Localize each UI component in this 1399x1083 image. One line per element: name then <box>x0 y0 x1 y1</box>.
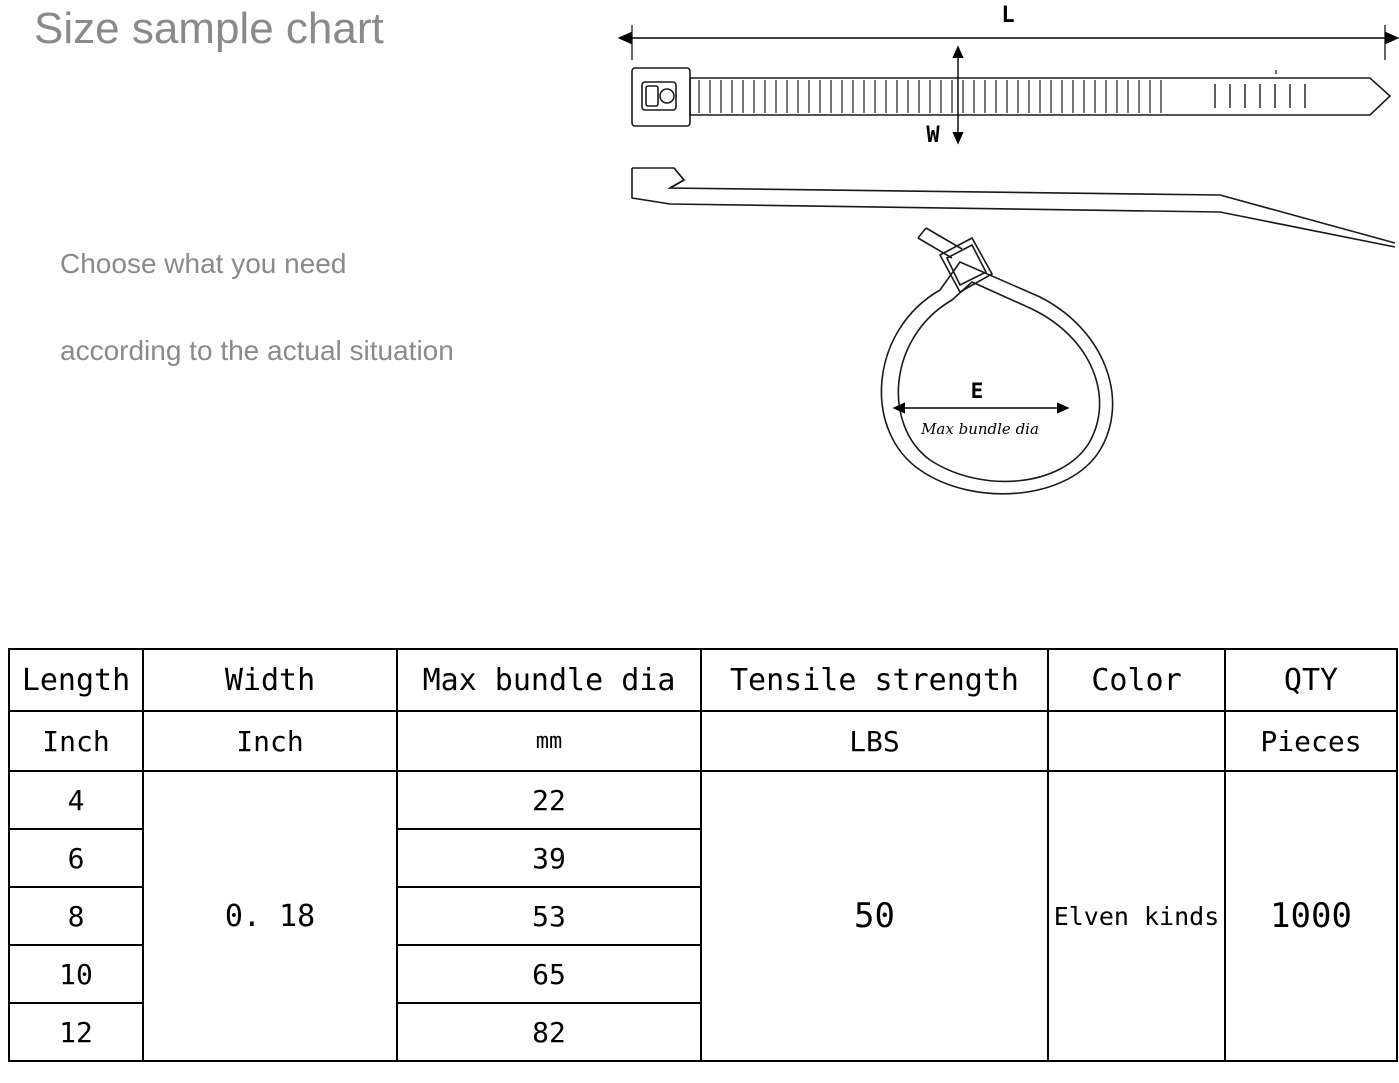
caption-line-1: Choose what you need <box>60 248 347 279</box>
cell-length: 4 <box>9 771 143 829</box>
cell-length: 10 <box>9 945 143 1003</box>
label-bundle-dia: E <box>970 379 984 403</box>
header-max-bundle-dia: Max bundle dia <box>397 649 701 711</box>
cell-qty-value: 1000 <box>1225 771 1397 1061</box>
unit-width: Inch <box>143 711 397 771</box>
header-color: Color <box>1048 649 1225 711</box>
unit-tensile-strength: LBS <box>701 711 1048 771</box>
cell-max-bundle-dia: 39 <box>397 829 701 887</box>
size-spec-table <box>8 648 1398 1062</box>
width-dimension <box>926 58 958 148</box>
table-unit-row <box>9 711 1397 771</box>
header-qty: QTY <box>1225 649 1397 711</box>
unit-max-bundle-dia: mm <box>397 711 701 771</box>
cell-length: 12 <box>9 1003 143 1061</box>
cell-max-bundle-dia: 53 <box>397 887 701 945</box>
label-bundle-dia-sub: Max bundle dia <box>921 420 1039 438</box>
cell-max-bundle-dia: 82 <box>397 1003 701 1061</box>
unit-qty: Pieces <box>1225 711 1397 771</box>
caption-line-2: according to the actual situation <box>60 335 454 366</box>
table-row <box>9 771 1397 829</box>
header-length: Length <box>9 649 143 711</box>
cable-tie-svg <box>600 0 1399 540</box>
header-width: Width <box>143 649 397 711</box>
cell-max-bundle-dia: 22 <box>397 771 701 829</box>
cable-tie-side-view <box>632 168 1395 247</box>
table-header-row <box>9 649 1397 711</box>
cell-tensile-value: 50 <box>701 771 1048 1061</box>
unit-color <box>1048 711 1225 771</box>
cell-color-value: Elven kinds <box>1048 771 1225 1061</box>
label-width: W <box>926 123 940 148</box>
bundle-diameter-dimension <box>905 379 1057 438</box>
cell-length: 8 <box>9 887 143 945</box>
cell-length: 6 <box>9 829 143 887</box>
cell-max-bundle-dia: 65 <box>397 945 701 1003</box>
cable-tie-top-view <box>632 68 1390 126</box>
header-tensile-strength: Tensile strength <box>701 649 1048 711</box>
label-length: L <box>1001 3 1015 28</box>
length-dimension <box>632 3 1385 60</box>
page-title: Size sample chart <box>34 4 384 53</box>
cable-tie-diagram <box>600 0 1399 540</box>
unit-length: Inch <box>9 711 143 771</box>
cable-tie-loop-view <box>881 228 1112 494</box>
cell-width-value: 0. 18 <box>143 771 397 1061</box>
